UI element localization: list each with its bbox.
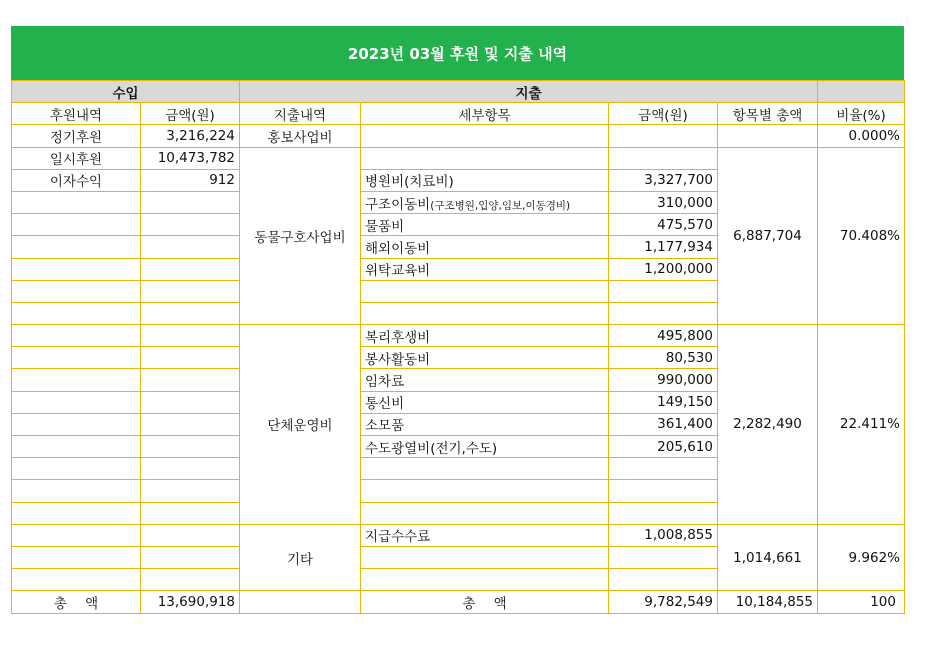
empty-cell [361, 569, 609, 591]
empty-cell [12, 258, 141, 280]
expense-group-label: 홍보사업비 [240, 125, 361, 147]
empty-cell [609, 147, 718, 169]
empty-cell [141, 502, 240, 524]
empty-cell [141, 236, 240, 258]
expense-item-amount: 495,800 [609, 325, 718, 347]
expense-group-total: 2,282,490 [718, 325, 818, 525]
col-expense-type: 지출내역 [240, 103, 361, 125]
empty-cell [141, 280, 240, 302]
expense-item-note: (구조병원,입양,임보,이동경비) [430, 199, 571, 212]
expense-item-amount: 1,200,000 [609, 258, 718, 280]
empty-cell [12, 413, 141, 435]
expense-group-total: 6,887,704 [718, 147, 818, 325]
income-total-amount: 13,690,918 [141, 591, 240, 613]
empty-cell [361, 302, 609, 324]
empty-cell [12, 369, 141, 391]
empty-cell [141, 458, 240, 480]
expense-group-label: 기타 [240, 524, 361, 591]
expense-item-amount: 1,008,855 [609, 524, 718, 546]
empty-cell [12, 236, 141, 258]
empty-cell [609, 546, 718, 568]
expense-group-ratio: 9.962% [818, 524, 905, 591]
expense-group-ratio: 70.408% [818, 147, 905, 325]
expense-item-name: 소모품 [361, 413, 609, 435]
empty-cell [141, 325, 240, 347]
empty-cell [141, 546, 240, 568]
expense-group-label: 단체운영비 [240, 325, 361, 525]
expense-item-name: 병원비(치료비) [361, 169, 609, 191]
empty-cell [12, 214, 141, 236]
expense-item-name: 해외이동비 [361, 236, 609, 258]
expense-item-amount: 361,400 [609, 413, 718, 435]
empty-cell [141, 369, 240, 391]
report-table [11, 80, 905, 614]
expense-group-ratio: 0.000% [818, 125, 905, 147]
expense-item-name: 봉사활동비 [361, 347, 609, 369]
empty-cell [12, 458, 141, 480]
header-blank [818, 81, 905, 103]
empty-cell [141, 391, 240, 413]
empty-cell [12, 280, 141, 302]
empty-cell [609, 125, 718, 147]
expense-item-amount: 149,150 [609, 391, 718, 413]
expense-item-amount: 3,327,700 [609, 169, 718, 191]
empty-cell [141, 258, 240, 280]
empty-cell [240, 591, 361, 613]
empty-cell [12, 524, 141, 546]
empty-cell [12, 325, 141, 347]
expense-group-ratio: 22.411% [818, 325, 905, 525]
empty-cell [12, 502, 141, 524]
income-label: 정기후원 [12, 125, 141, 147]
income-label: 일시후원 [12, 147, 141, 169]
empty-cell [141, 436, 240, 458]
expense-group-label: 동물구호사업비 [240, 147, 361, 325]
empty-cell [609, 458, 718, 480]
empty-cell [141, 302, 240, 324]
empty-cell [141, 413, 240, 435]
empty-cell [12, 391, 141, 413]
col-category-total: 항목별 총액 [718, 103, 818, 125]
expense-item-name: 구조이동비(구조병원,입양,임보,이동경비) [361, 191, 609, 213]
empty-cell [361, 502, 609, 524]
empty-cell [361, 280, 609, 302]
expense-item-amount: 310,000 [609, 191, 718, 213]
empty-cell [718, 125, 818, 147]
expense-section-header: 지출 [240, 81, 818, 103]
expense-total-amount: 9,782,549 [609, 591, 718, 613]
income-amount: 3,216,224 [141, 125, 240, 147]
expense-item-name: 수도광열비(전기,수도) [361, 436, 609, 458]
empty-cell [141, 524, 240, 546]
empty-cell [609, 280, 718, 302]
page-title: 2023년 03월 후원 및 지출 내역 [11, 26, 904, 80]
expense-item-amount: 205,610 [609, 436, 718, 458]
col-ratio: 비율(%) [818, 103, 905, 125]
empty-cell [141, 347, 240, 369]
ratio-total: 100 [818, 591, 905, 613]
expense-item-name: 임차료 [361, 369, 609, 391]
expense-item-amount: 1,177,934 [609, 236, 718, 258]
expense-item-name: 지급수수료 [361, 524, 609, 546]
empty-cell [141, 191, 240, 213]
empty-cell [12, 302, 141, 324]
empty-cell [12, 480, 141, 502]
empty-cell [609, 480, 718, 502]
expense-item-name: 물품비 [361, 214, 609, 236]
expense-item-name: 위탁교육비 [361, 258, 609, 280]
empty-cell [609, 502, 718, 524]
empty-cell [141, 480, 240, 502]
expense-item-name: 복리후생비 [361, 325, 609, 347]
empty-cell [12, 436, 141, 458]
empty-cell [12, 347, 141, 369]
expense-item-name: 통신비 [361, 391, 609, 413]
income-amount: 912 [141, 169, 240, 191]
expense-item-amount: 80,530 [609, 347, 718, 369]
empty-cell [12, 191, 141, 213]
empty-cell [141, 569, 240, 591]
empty-cell [361, 147, 609, 169]
expense-item-amount: 475,570 [609, 214, 718, 236]
empty-cell [361, 546, 609, 568]
empty-cell [609, 569, 718, 591]
expense-item-amount: 990,000 [609, 369, 718, 391]
expense-total-label: 총 액 [361, 591, 609, 613]
col-expense-amount: 금액(원) [609, 103, 718, 125]
empty-cell [609, 302, 718, 324]
empty-cell [12, 569, 141, 591]
income-label: 이자수익 [12, 169, 141, 191]
col-detail: 세부항목 [361, 103, 609, 125]
empty-cell [361, 125, 609, 147]
empty-cell [141, 214, 240, 236]
col-income-amount: 금액(원) [141, 103, 240, 125]
income-amount: 10,473,782 [141, 147, 240, 169]
income-total-label: 총 액 [12, 591, 141, 613]
empty-cell [12, 546, 141, 568]
income-section-header: 수입 [12, 81, 240, 103]
category-total-sum: 10,184,855 [718, 591, 818, 613]
empty-cell [361, 458, 609, 480]
empty-cell [361, 480, 609, 502]
expense-group-total: 1,014,661 [718, 524, 818, 591]
col-donation-type: 후원내역 [12, 103, 141, 125]
